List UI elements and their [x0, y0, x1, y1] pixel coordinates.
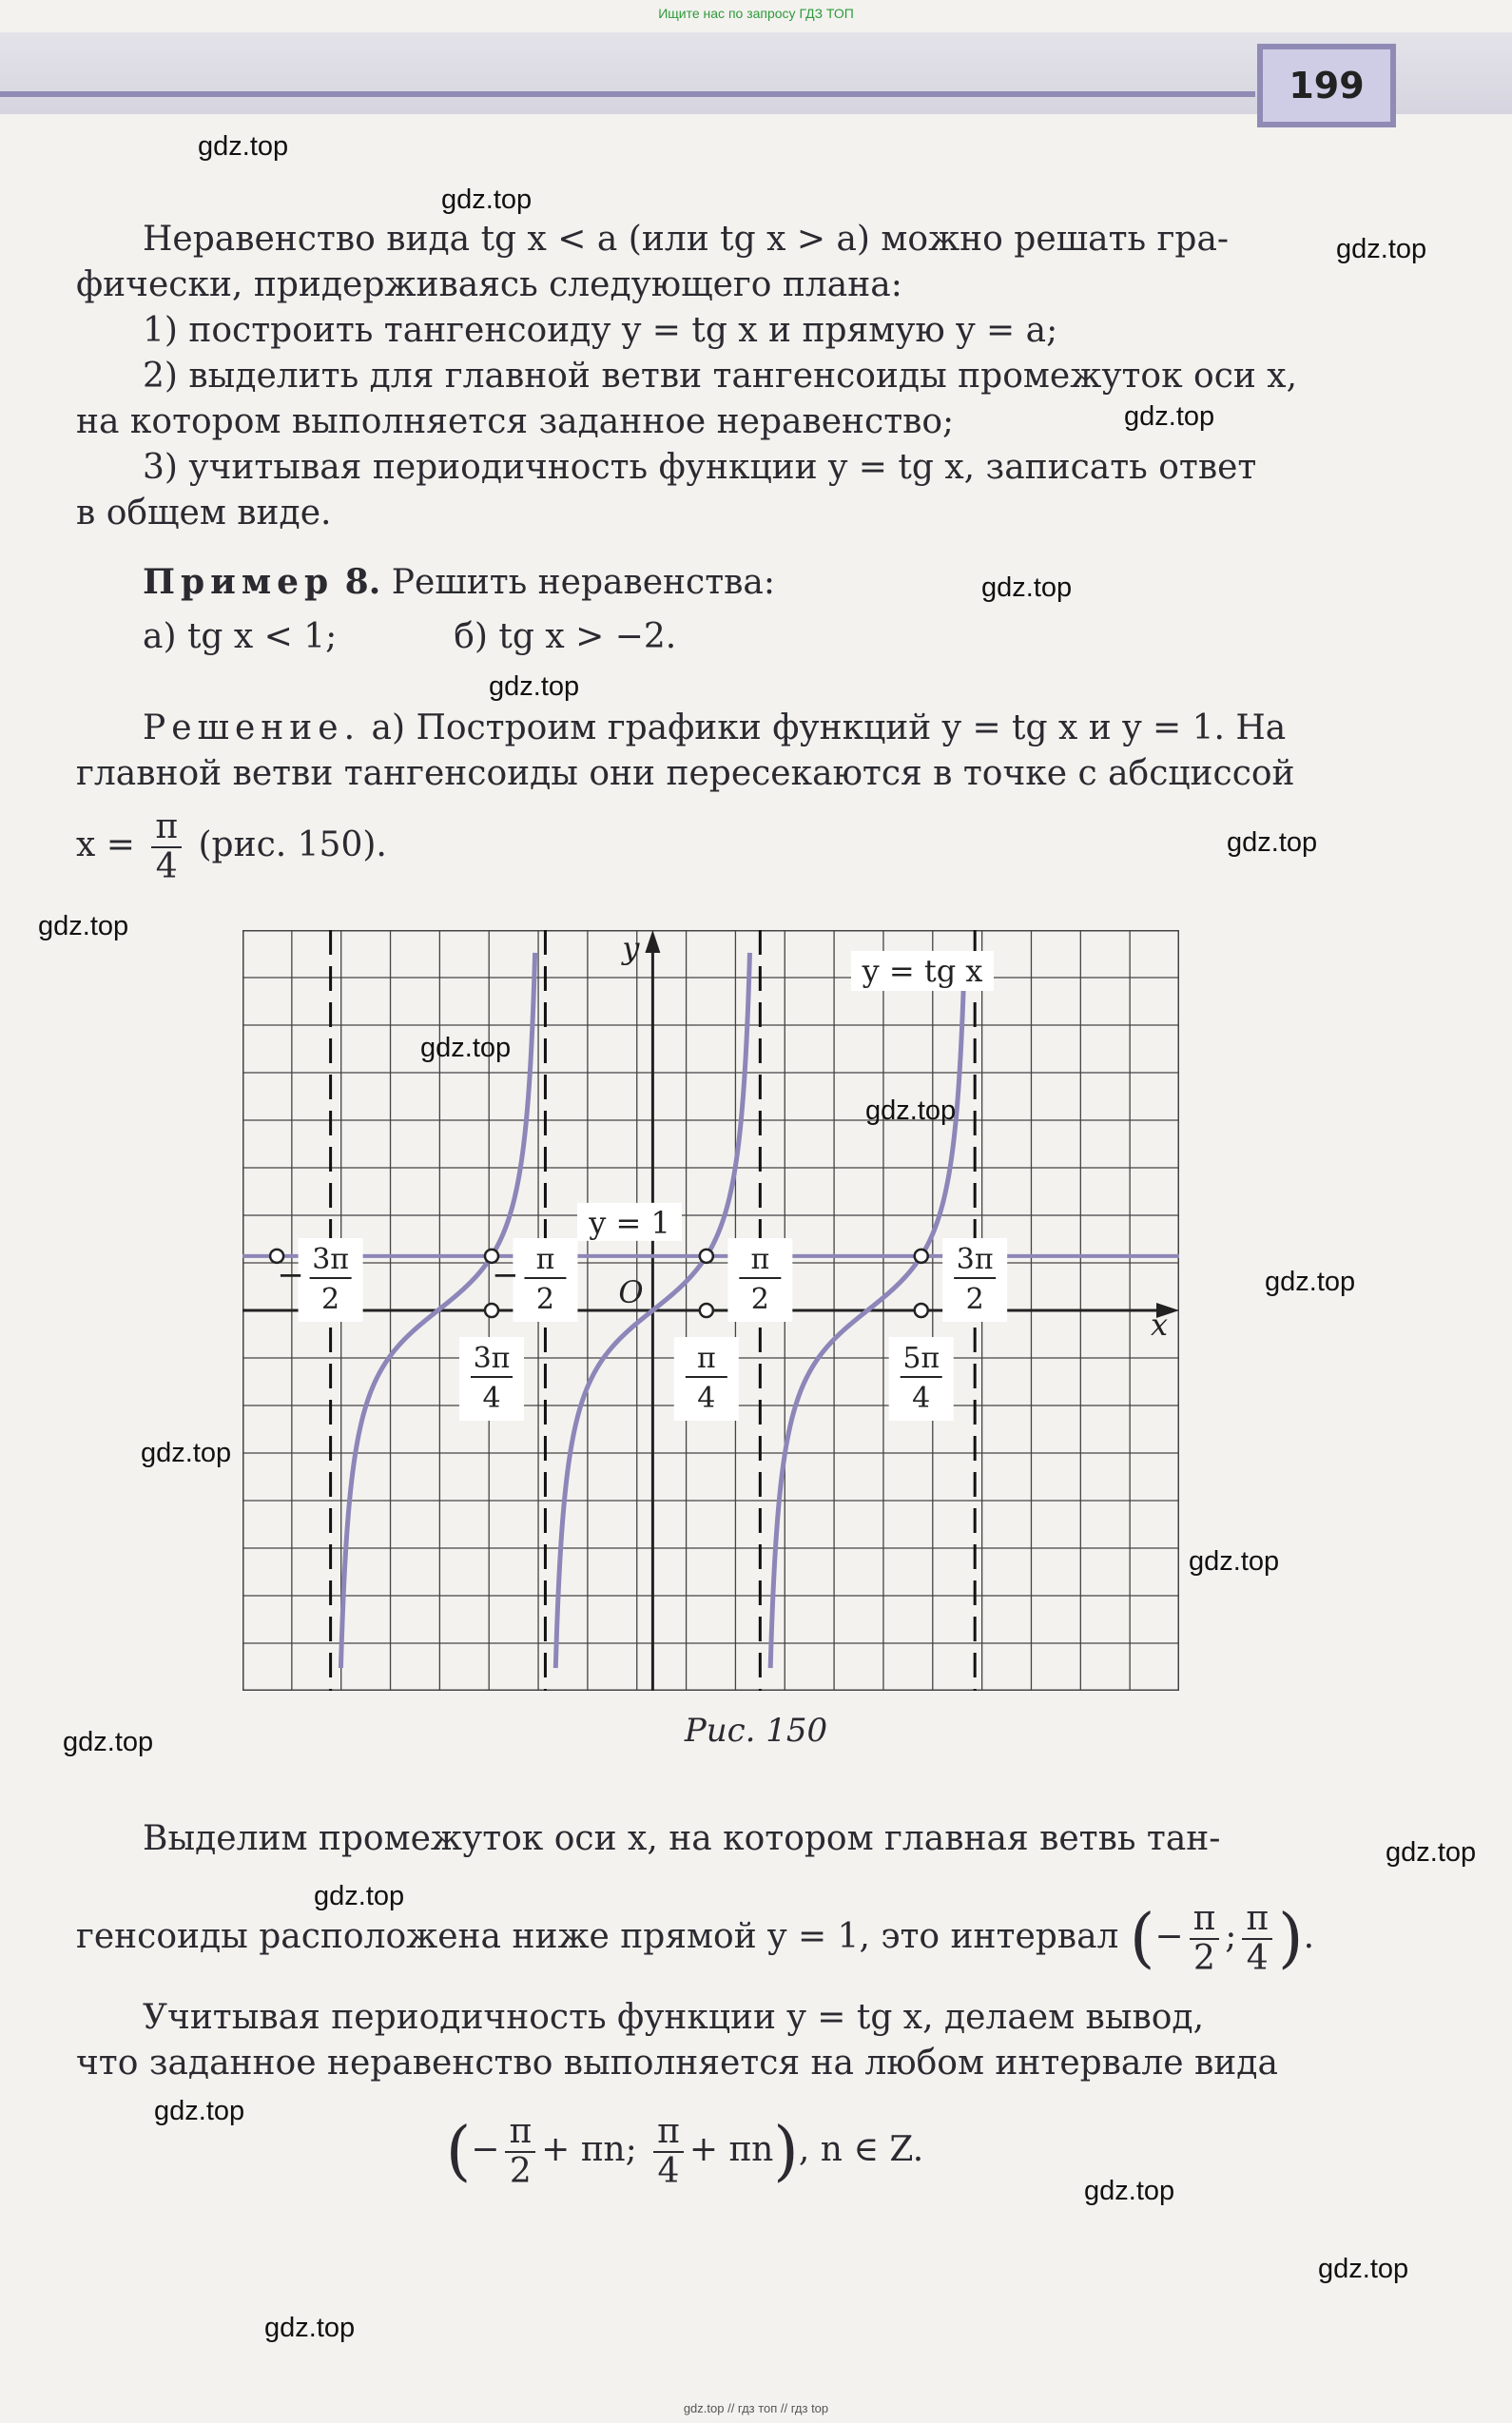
watermark: gdz.top [1265, 1267, 1356, 1297]
tick-label-minus: − [492, 1256, 519, 1294]
watermark: gdz.top [141, 1438, 232, 1468]
tick-label-numerator: 3π [956, 1243, 994, 1276]
figure-reference: (рис. 150). [198, 825, 387, 864]
plan-step-3-cont: в общем виде. [76, 494, 332, 533]
tick-label-denominator: 2 [965, 1283, 984, 1316]
frac-num: π [505, 2113, 535, 2153]
plan-step-2-cont: на котором выполняется заданное неравенство; [76, 402, 955, 441]
tick-label-numerator: 5π [902, 1342, 940, 1375]
frac-num: π [151, 808, 182, 848]
paren-close: ) [1278, 1901, 1304, 1976]
tick-label-numerator: 3π [312, 1243, 350, 1276]
y-axis-label: y [622, 930, 640, 966]
tick-label-denominator: 4 [482, 1382, 501, 1415]
solution-line-2: главной ветви тангенсоиды они пересекаются в точке с абсциссой [76, 754, 1295, 793]
watermark: gdz.top [1386, 1837, 1477, 1868]
solution-text: а) Построим графики функций y = tg x и y = 1. На [371, 708, 1287, 747]
conclusion-line-2: генсоиды расположена ниже прямой y = 1, это интервал (− $\frac{\pi}{2}$ ; $\frac{\pi}{4}$ ). [76, 1899, 1315, 1978]
watermark: gdz.top [1318, 2254, 1409, 2284]
line-label: y = 1 [589, 1204, 670, 1241]
footer-note: gdz.top // гдз топ // гдз top [683, 2401, 829, 2415]
watermark: gdz.top [198, 131, 289, 162]
example-number: 8. [344, 562, 381, 602]
intersection-point [700, 1250, 713, 1263]
watermark: gdz.top [1124, 401, 1215, 432]
watermark: gdz.top [1189, 1546, 1280, 1577]
neg-pi-over-2 [1190, 1900, 1220, 1978]
tick-label-numerator: 3π [473, 1342, 511, 1375]
tick-label-denominator: 2 [750, 1283, 769, 1316]
tick-label-numerator: π [750, 1243, 770, 1276]
watermark: gdz.top [981, 572, 1073, 603]
tick-label-minus: − [277, 1256, 304, 1294]
frac-den: 4 [155, 847, 178, 886]
header-rule [0, 91, 1255, 97]
x-axis-label: x [1151, 1307, 1169, 1343]
pi-over-4 [1242, 1900, 1272, 1978]
intro-line-1: Неравенство вида tg x < a (или tg x > a) можно решать гра- [143, 220, 1230, 259]
search-hint: Ищите нас по запросу ГДЗ ТОП [658, 6, 854, 21]
pi-over-4 [151, 808, 182, 886]
minus-sign: − [1154, 1917, 1184, 1956]
separator: ; [1225, 1917, 1237, 1956]
frac-num: π [1242, 1900, 1272, 1940]
frac-den: 4 [1246, 1939, 1269, 1978]
plan-step-3: 3) учитывая периодичность функции y = tg x, записать ответ [143, 448, 1257, 487]
answer-tail: , n ∈ Z. [798, 2130, 924, 2169]
tick-label-numerator: π [535, 1243, 555, 1276]
conclusion-line-1: Выделим промежуток оси x, на котором главная ветвь тан- [143, 1819, 1221, 1858]
origin-label: O [618, 1274, 644, 1310]
pi-over-4 [653, 2113, 684, 2191]
conclusion-text: генсоиды расположена ниже прямой y = 1, это интервал [76, 1917, 1119, 1956]
frac-num: π [653, 2113, 684, 2153]
tick-label-numerator: π [696, 1342, 716, 1375]
frac-den: 2 [1192, 1939, 1215, 1978]
intersection-point [915, 1250, 928, 1263]
watermark: gdz.top [1227, 827, 1318, 858]
watermark: gdz.top [1336, 234, 1427, 264]
watermark: gdz.top [489, 671, 580, 702]
watermark: gdz.top [865, 1095, 957, 1126]
watermark: gdz.top [63, 1727, 154, 1757]
example-heading [76, 559, 1407, 606]
plus-pi-n-end: + πn [688, 2130, 774, 2169]
y-axis-arrow [645, 930, 660, 953]
solution-line-3 [76, 808, 1341, 886]
plus-pi-n: + πn; [541, 2130, 637, 2169]
watermark: gdz.top [38, 911, 129, 941]
axis-point [485, 1304, 498, 1317]
example-label: Пример [143, 562, 335, 602]
example-parts [76, 614, 1407, 660]
frac-den: 2 [509, 2152, 532, 2191]
example-task: Решить неравенства: [391, 563, 775, 602]
watermark: gdz.top [154, 2096, 245, 2126]
watermark: gdz.top [314, 1881, 405, 1911]
tick-label-denominator: 2 [321, 1283, 340, 1316]
x-equals: x = [76, 825, 135, 864]
plan-step-1: 1) построить тангенсоиду y = tg x и прямую y = a; [143, 311, 1058, 350]
axis-point [700, 1304, 713, 1317]
conclusion-line-3: Учитывая периодичность функции y = tg x, делаем вывод, [143, 1998, 1205, 2037]
solution-label: Решение. [143, 708, 361, 747]
intro-line-2: фически, придерживаясь следующего плана: [76, 265, 902, 304]
plan-step-2: 2) выделить для главной ветви тангенсоиды промежуток оси x, [143, 357, 1298, 396]
figure-caption: Рис. 150 [684, 1712, 828, 1750]
tick-label-denominator: 2 [535, 1283, 554, 1316]
paren-open: ( [1129, 1901, 1155, 1976]
paren-close: ) [773, 2114, 799, 2189]
example-part-a: а) tg x < 1; [143, 617, 338, 656]
frac-den: 4 [657, 2152, 680, 2191]
watermark: gdz.top [420, 1033, 512, 1063]
watermark: gdz.top [264, 2313, 356, 2343]
paren-open: ( [445, 2114, 472, 2189]
axis-point [915, 1304, 928, 1317]
tangent-graph [242, 930, 1179, 1691]
conclusion-line-4: что заданное неравенство выполняется на любом интервале вида [76, 2044, 1278, 2083]
solution-line-1 [76, 706, 1407, 751]
example-part-b: б) tg x > −2. [454, 617, 677, 656]
neg-pi-over-2 [505, 2113, 535, 2191]
tick-label-denominator: 4 [912, 1382, 931, 1415]
tick-label-denominator: 4 [697, 1382, 716, 1415]
minus-sign: − [471, 2130, 500, 2169]
watermark: gdz.top [1084, 2176, 1175, 2206]
frac-num: π [1190, 1900, 1220, 1940]
watermark: gdz.top [441, 184, 533, 215]
page-number: 199 [1257, 44, 1396, 127]
curve-label: y = tg x [862, 953, 983, 989]
